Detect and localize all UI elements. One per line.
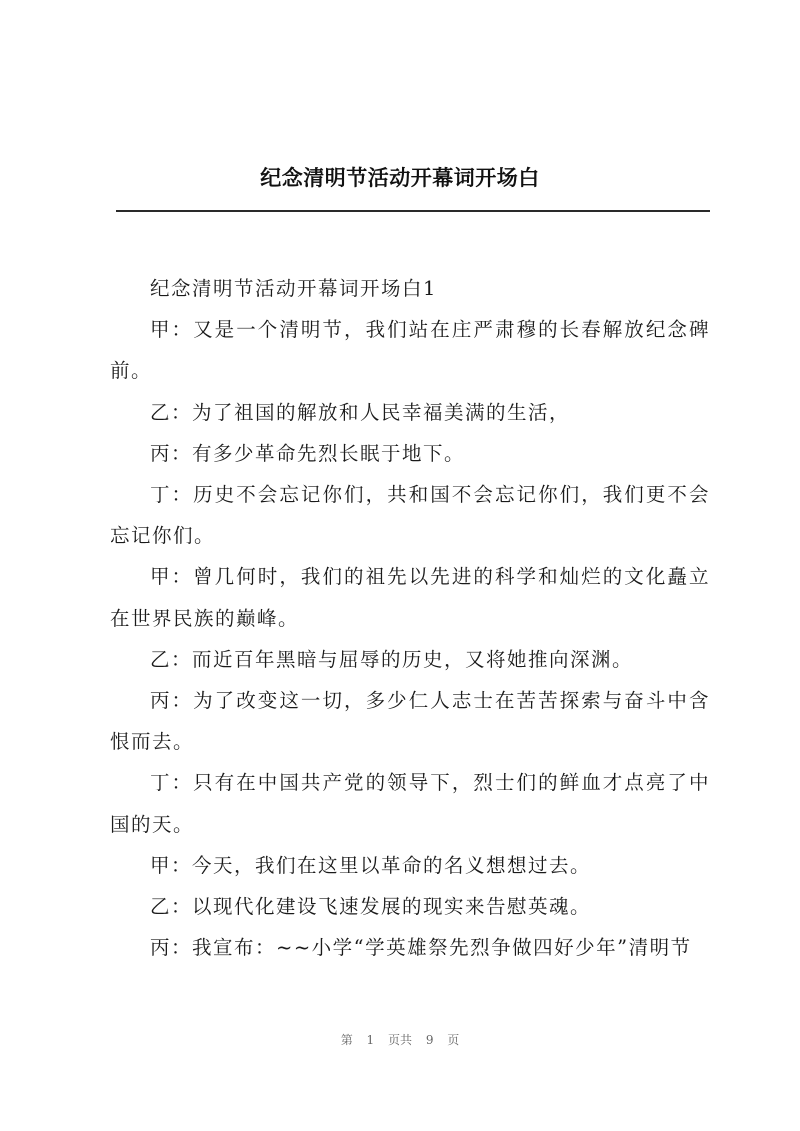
paragraph: 丙：有多少革命先烈长眠于地下。 <box>150 441 466 465</box>
paragraph: 丙：为了改变这一切，多少仁人志士在苦苦探索与奋斗中含恨而去。 <box>110 689 710 754</box>
paragraph: 丁：历史不会忘记你们，共和国不会忘记你们，我们更不会忘记你们。 <box>110 483 710 548</box>
paragraph: 丙：我宣布：~~小学“学英雄祭先烈争做四好少年”清明节 <box>150 936 692 960</box>
document-title: 纪念清明节活动开幕词开场白 <box>260 166 540 190</box>
paragraph: 纪念清明节活动开幕词开场白1 <box>150 277 437 300</box>
paragraph: 乙：为了祖国的解放和人民幸福美满的生活， <box>150 400 571 424</box>
paragraph: 乙：而近百年黑暗与屈辱的历史，又将她推向深渊。 <box>150 647 634 671</box>
paragraph: 甲：又是一个清明节，我们站在庄严肃穆的长春解放纪念碑前。 <box>110 318 710 383</box>
paragraph: 甲：今天，我们在这里以革命的名义想想过去。 <box>150 853 592 877</box>
document-body <box>110 268 710 968</box>
title-divider <box>116 210 710 212</box>
page-number-footer: 第 1 页共 9 页 <box>340 1033 460 1047</box>
paragraph: 丁：只有在中国共产党的领导下，烈士们的鲜血才点亮了中国的天。 <box>110 771 710 836</box>
paragraph: 甲：曾几何时，我们的祖先以先进的科学和灿烂的文化矗立在世界民族的巅峰。 <box>110 565 710 630</box>
paragraph: 乙：以现代化建设飞速发展的现实来告慰英魂。 <box>150 895 592 919</box>
